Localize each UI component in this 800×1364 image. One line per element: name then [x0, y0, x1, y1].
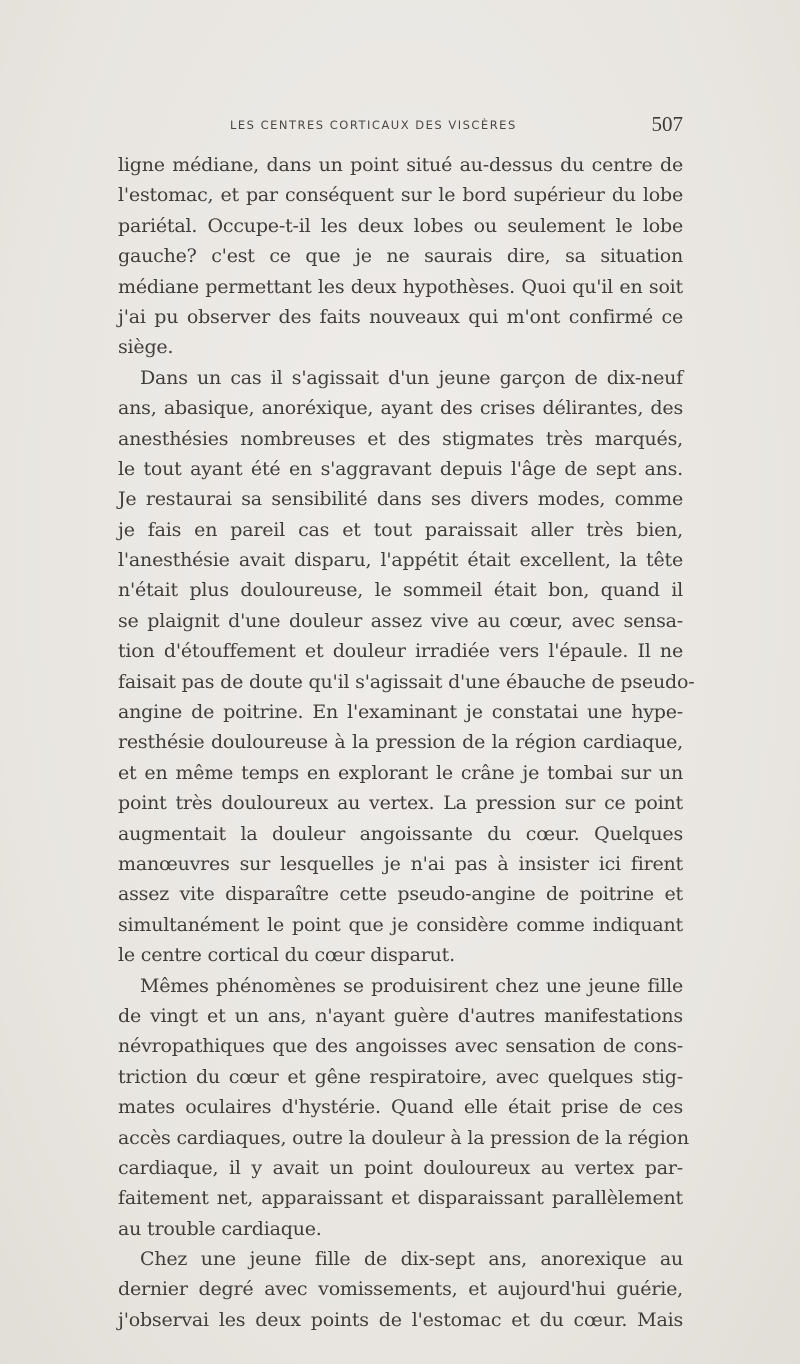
text-line: l'anesthésie avait disparu, l'appétit était excellent, la tête — [118, 549, 683, 572]
text-line: point très douloureux au vertex. La pression sur ce point — [118, 792, 683, 815]
text-line: cardiaque, il y avait un point douloureux au vertex par- — [118, 1156, 683, 1179]
text-line: le centre cortical du cœur disparut. — [118, 944, 455, 967]
text-line: au trouble cardiaque. — [118, 1217, 322, 1240]
text-line: de vingt et un ans, n'ayant guère d'autres manifestations — [118, 1004, 683, 1027]
text-line: faitement net, apparaissant et disparaissant parallèlement — [118, 1187, 683, 1210]
text-line: faisait pas de doute qu'il s'agissait d'une ébauche de pseudo- — [118, 670, 695, 693]
text-line: je fais en pareil cas et tout paraissait aller très bien, — [118, 518, 683, 541]
text-line: le tout ayant été en s'aggravant depuis l'âge de sept ans. — [118, 457, 683, 480]
body-text — [118, 150, 695, 1335]
text-line: j'observai les deux points de l'estomac et du cœur. Mais — [118, 1308, 683, 1331]
text-line: accès cardiaques, outre la douleur à la pression de la région — [118, 1126, 689, 1149]
text-line: ans, abasique, anoréxique, ayant des crises délirantes, des — [118, 397, 683, 420]
text-line: Dans un cas il s'agissait d'un jeune garçon de dix-neuf — [140, 366, 683, 389]
text-line: médiane permettant les deux hypothèses. Quoi qu'il en soit — [118, 275, 683, 298]
text-line: assez vite disparaître cette pseudo-angine de poitrine et — [118, 883, 683, 906]
text-line: augmentait la douleur angoissante du cœur. Quelques — [118, 822, 683, 845]
running-title: LES CENTRES CORTICAUX DES VISCÈRES — [230, 118, 517, 132]
text-line: mates oculaires d'hystérie. Quand elle était prise de ces — [118, 1096, 683, 1119]
text-line: simultanément le point que je considère comme indiquant — [118, 913, 683, 936]
text-line: gauche? c'est ce que je ne saurais dire, sa situation — [118, 245, 683, 268]
text-line: Mêmes phénomènes se produisirent chez une jeune fille — [140, 974, 683, 997]
text-line: névropathiques que des angoisses avec sensation de cons- — [118, 1035, 683, 1058]
text-line: Chez une jeune fille de dix-sept ans, anorexique au — [140, 1248, 683, 1271]
text-line: l'estomac, et par conséquent sur le bord supérieur du lobe — [118, 184, 683, 207]
page-number: 507 — [651, 112, 683, 136]
text-line: dernier degré avec vomissements, et aujourd'hui guérie, — [118, 1278, 683, 1301]
text-line: Je restaurai sa sensibilité dans ses divers modes, comme — [118, 488, 683, 511]
text-line: manœuvres sur lesquelles je n'ai pas à insister ici firent — [118, 852, 683, 875]
text-line: triction du cœur et gêne respiratoire, avec quelques stig- — [118, 1065, 683, 1088]
text-line: resthésie douloureuse à la pression de la région cardiaque, — [118, 731, 683, 754]
text-line: ligne médiane, dans un point situé au-dessus du centre de — [118, 154, 683, 176]
text-line: pariétal. Occupe-t-il les deux lobes ou seulement le lobe — [118, 214, 683, 237]
text-line: se plaignit d'une douleur assez vive au cœur, avec sensa- — [118, 609, 683, 632]
text-line: tion d'étouffement et douleur irradiée vers l'épaule. Il ne — [118, 640, 683, 663]
text-line: et en même temps en explorant le crâne je tombai sur un — [118, 761, 683, 784]
page-header — [145, 112, 683, 138]
text-line: n'était plus douloureuse, le sommeil était bon, quand il — [118, 579, 683, 602]
text-line: angine de poitrine. En l'examinant je constatai une hype- — [118, 701, 683, 724]
text-line: anesthésies nombreuses et des stigmates très marqués, — [118, 427, 683, 450]
text-line: j'ai pu observer des faits nouveaux qui m'ont confirmé ce — [118, 305, 683, 328]
text-line: siège. — [118, 336, 174, 359]
